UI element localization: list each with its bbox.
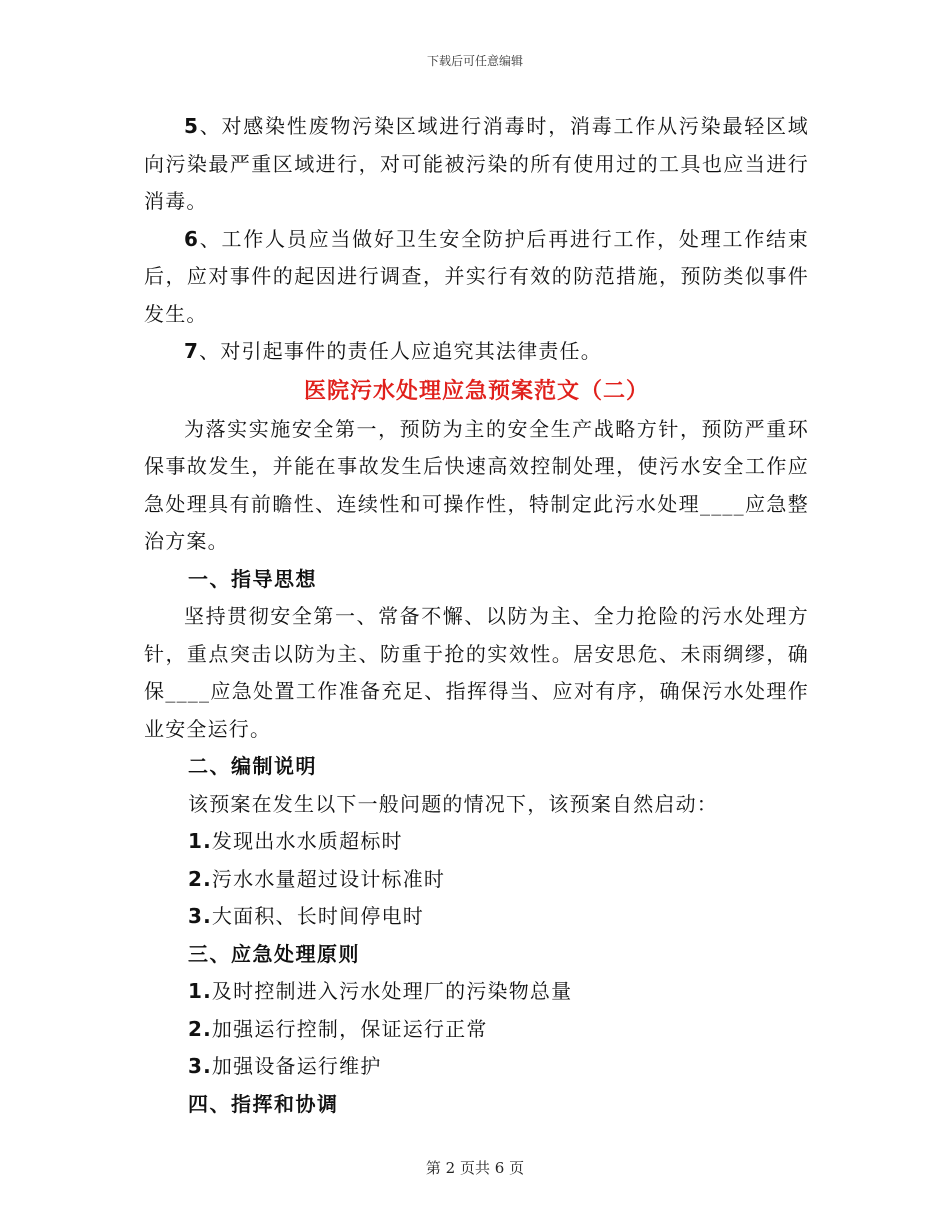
list-item-number: 1. <box>188 829 212 853</box>
paragraph-number: 5 <box>184 114 200 138</box>
list-item <box>144 898 809 936</box>
section-heading-emergency-principles: 三、应急处理原则 <box>188 941 360 966</box>
paragraph-number: 7 <box>184 339 200 363</box>
paragraph-5 <box>144 108 809 221</box>
paragraph-number: 6 <box>184 226 200 251</box>
list-item <box>144 861 809 899</box>
list-item-text: 加强运行控制，保证运行正常 <box>211 1016 488 1041</box>
list-item-number: 3. <box>188 1054 212 1078</box>
list-item-text: 加强设备运行维护 <box>211 1054 382 1078</box>
paragraph-text: 、工作人员应当做好卫生安全防护后再进行工作，处理工作结束后，应对事件的起因进行调查，并实行有效的防范措施，预防类似事件发生。 <box>144 226 809 326</box>
list-item-text: 发现出水水质超标时 <box>211 829 403 853</box>
paragraph-text: 、对感染性废物污染区域进行消毒时，消毒工作从污染最轻区域向污染最严重区域进行，对可能被污染的所有使用过的工具也应当进行消毒。 <box>144 114 809 213</box>
list-item-number: 2. <box>188 1016 212 1041</box>
list-item <box>144 1011 809 1049</box>
list-item-number: 2. <box>188 866 212 891</box>
guiding-ideology-paragraph: 坚持贯彻安全第一、常备不懈、以防为主、全力抢险的污水处理方针，重点突击以防为主、防重于抢的实效性。居安思危、未雨绸缪，确保____应急处置工作准备充足、指挥得当、应对有序，确保污水处理作业安全运行。 <box>144 604 809 741</box>
paragraph-text: 、对引起事件的责任人应追究其法律责任。 <box>199 339 602 363</box>
document-body <box>144 108 809 1123</box>
section-heading-command-coordination: 四、指挥和协调 <box>188 1091 339 1116</box>
page-header: 下载后可任意编辑 <box>426 54 523 68</box>
paragraph-7 <box>144 333 809 371</box>
list-item-text: 大面积、长时间停电时 <box>211 904 424 928</box>
list-item-number: 3. <box>188 904 212 928</box>
intro-paragraph: 为落实实施安全第一，预防为主的安全生产战略方针，预防严重环保事故发生，并能在事故发生后快速高效控制处理，使污水安全工作应急处理具有前瞻性、连续性和可操作性，特制定此污水处理____应急整治方案。 <box>144 416 809 553</box>
list-item-text: 污水水量超过设计标准时 <box>211 866 446 891</box>
document-title: 医院污水处理应急预案范文（二） <box>303 377 649 404</box>
list-item-text: 及时控制进入污水处理厂的污染物总量 <box>211 979 573 1003</box>
page-footer: 第 2 页共 6 页 <box>425 1159 525 1177</box>
section-heading-compilation-notes: 二、编制说明 <box>188 754 317 778</box>
paragraph-6 <box>144 221 809 334</box>
list-item-number: 1. <box>188 979 212 1003</box>
list-item <box>144 973 809 1011</box>
list-item <box>144 1048 809 1086</box>
compilation-notes-intro: 该预案在发生以下一般问题的情况下，该预案自然启动： <box>188 791 718 816</box>
list-item <box>144 823 809 861</box>
section-heading-guiding-ideology: 一、指导思想 <box>188 566 317 591</box>
